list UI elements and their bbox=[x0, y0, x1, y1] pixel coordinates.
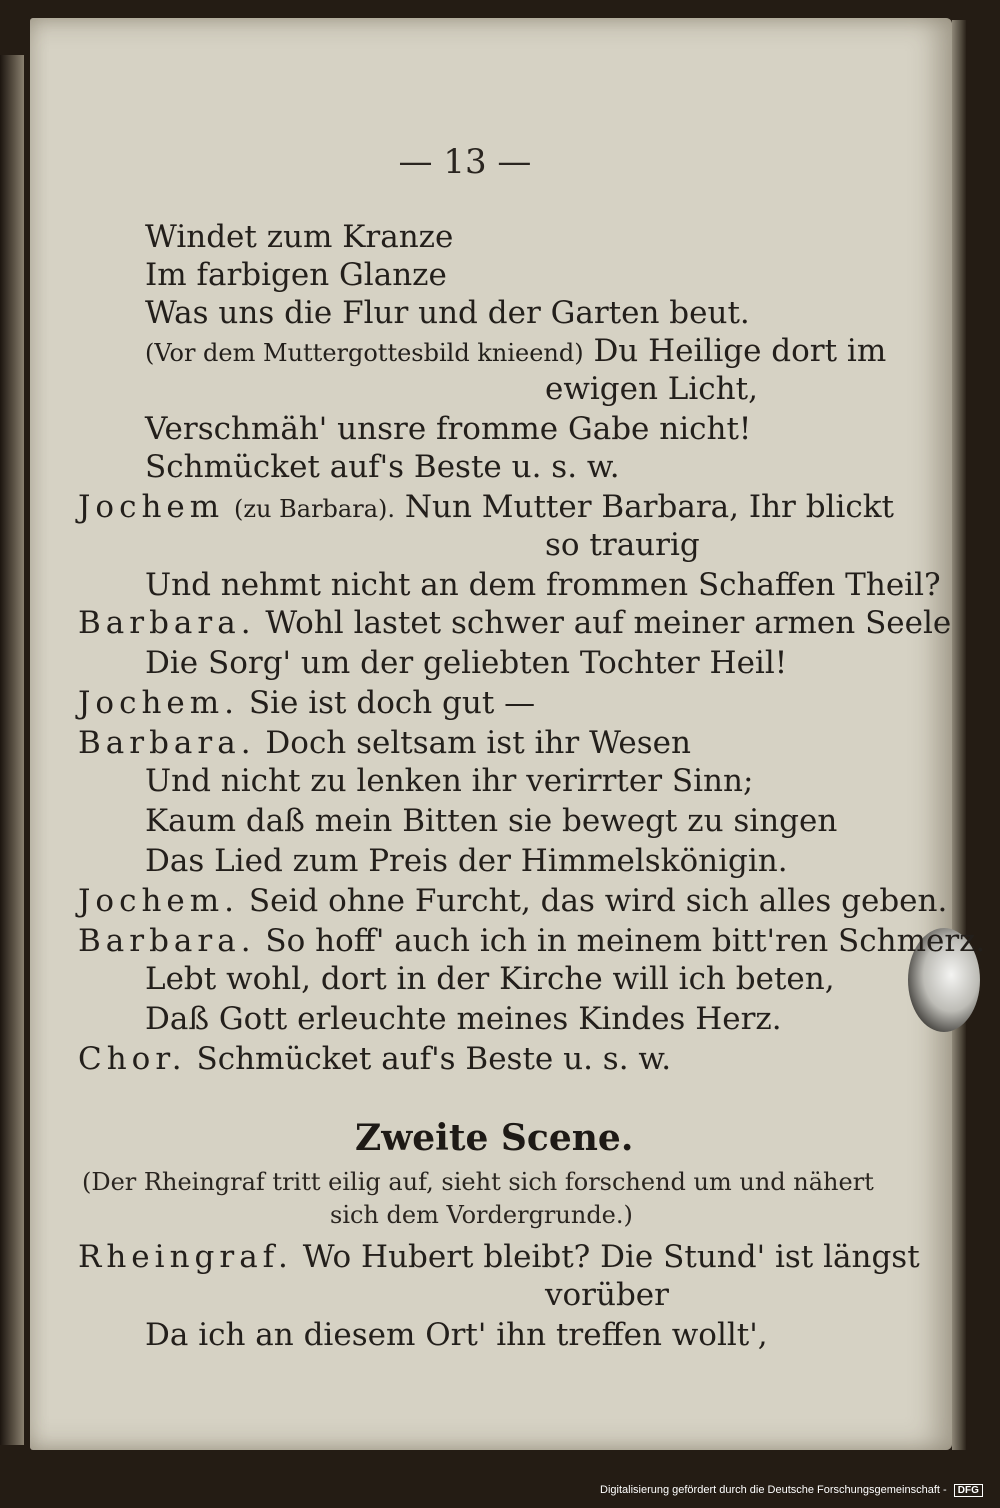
verse-line: Daß Gott erleuchte meines Kindes Herz. bbox=[145, 1001, 782, 1037]
verse-line: Barbara. Doch seltsam ist ihr Wesen bbox=[78, 725, 691, 761]
verse-line: Das Lied zum Preis der Himmelskönigin. bbox=[145, 843, 788, 879]
adjacent-page-edge bbox=[0, 55, 24, 1445]
verse-line: so traurig bbox=[545, 527, 700, 563]
speaker-name: Barbara. bbox=[78, 923, 256, 959]
stage-direction: sich dem Vordergrunde.) bbox=[330, 1201, 633, 1229]
speaker-name: Barbara. bbox=[78, 725, 256, 761]
book-spine-edge bbox=[952, 20, 966, 1450]
verse-line: Schmücket auf's Beste u. s. w. bbox=[145, 449, 620, 485]
verse-line: Windet zum Kranze bbox=[145, 219, 454, 255]
verse-line: Im farbigen Glanze bbox=[145, 257, 447, 293]
verse-line: Chor. Schmücket auf's Beste u. s. w. bbox=[78, 1041, 672, 1077]
stage-direction-inline: (Vor dem Muttergottesbild knieend) bbox=[145, 339, 584, 367]
verse-line: Die Sorg' um der geliebten Tochter Heil! bbox=[145, 645, 788, 681]
verse-line: ewigen Licht, bbox=[545, 371, 758, 407]
footer-text: Digitalisierung gefördert durch die Deutsche Forschungsgemeinschaft - bbox=[600, 1484, 947, 1496]
speaker-name: Barbara. bbox=[78, 605, 256, 641]
stage-direction: (Der Rheingraf tritt eilig auf, sieht sich forschend um und nähert bbox=[82, 1168, 874, 1196]
verse-line: Jochem (zu Barbara). Nun Mutter Barbara, Ihr blickt bbox=[78, 489, 894, 525]
verse-line: Kaum daß mein Bitten sie bewegt zu singen bbox=[145, 803, 838, 839]
page-number: — 13 — bbox=[398, 142, 532, 182]
speaker-name: Jochem bbox=[78, 489, 225, 525]
speaker-name: Jochem. bbox=[78, 685, 240, 721]
speaker-name: Jochem. bbox=[78, 883, 240, 919]
verse-line: Barbara. So hoff' auch ich in meinem bitt'ren Schmerz. bbox=[78, 923, 986, 959]
verse-line: Was uns die Flur und der Garten beut. bbox=[145, 295, 750, 331]
verse-line: Jochem. Sie ist doch gut — bbox=[78, 685, 536, 721]
verse-line: vorüber bbox=[545, 1277, 669, 1313]
verse-line: Barbara. Wohl lastet schwer auf meiner armen Seele bbox=[78, 605, 952, 641]
stage-direction-inline: (zu Barbara). bbox=[234, 495, 395, 523]
verse-line: Verschmäh' unsre fromme Gabe nicht! bbox=[145, 411, 752, 447]
verse-line: Da ich an diesem Ort' ihn treffen wollt', bbox=[145, 1317, 768, 1353]
speaker-name: Rheingraf. bbox=[78, 1239, 293, 1275]
speaker-name: Chor. bbox=[78, 1041, 187, 1077]
verse-line: Und nicht zu lenken ihr verirrter Sinn; bbox=[145, 763, 754, 799]
verse-line: Lebt wohl, dort in der Kirche will ich beten, bbox=[145, 961, 835, 997]
scene-heading: Zweite Scene. bbox=[355, 1117, 634, 1159]
verse-line: (Vor dem Muttergottesbild knieend) Du Heilige dort im bbox=[145, 333, 887, 369]
verse-line: Jochem. Seid ohne Furcht, das wird sich alles geben. bbox=[78, 883, 948, 919]
verse-line: Rheingraf. Wo Hubert bleibt? Die Stund' ist längst bbox=[78, 1239, 920, 1275]
dfg-logo: DFG bbox=[954, 1484, 983, 1497]
footer-credit bbox=[600, 1484, 983, 1497]
verse-line: Und nehmt nicht an dem frommen Schaffen Theil? bbox=[145, 567, 941, 603]
